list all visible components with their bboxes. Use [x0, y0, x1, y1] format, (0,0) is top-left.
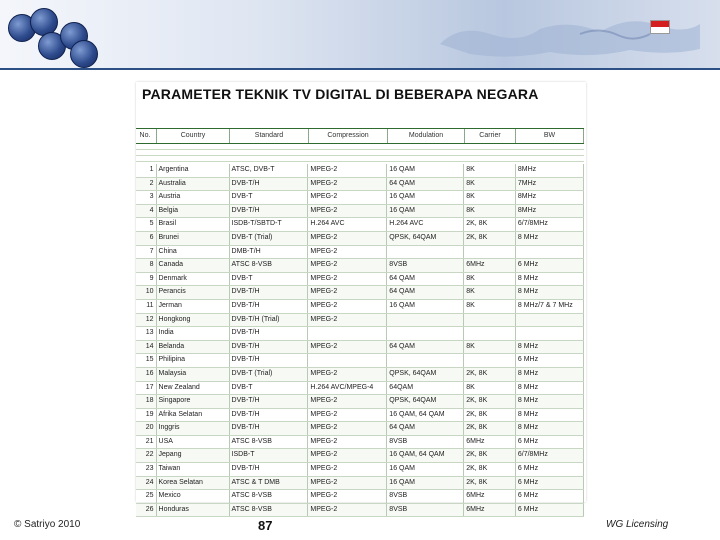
cell-modulation [387, 327, 464, 340]
cell-no: 25 [136, 490, 157, 503]
table-body [136, 164, 584, 517]
cell-standard: ISDB-T [230, 449, 309, 462]
cell-bw: 8 MHz [516, 341, 584, 354]
cell-standard: DVB-T [230, 191, 309, 204]
table-row [136, 178, 584, 192]
table-row [136, 259, 584, 273]
header-modulation: Modulation [388, 129, 465, 143]
table-header [136, 128, 584, 144]
cell-carrier: 2K, 8K [464, 232, 516, 245]
cell-bw: 6 MHz [516, 259, 584, 272]
cell-no: 16 [136, 368, 157, 381]
table-row [136, 368, 584, 382]
cell-compression: MPEG-2 [308, 449, 387, 462]
cell-compression: H.264 AVC [308, 218, 387, 231]
cell-modulation: 16 QAM [387, 164, 464, 177]
table-row [136, 504, 584, 518]
cell-standard: DMB-T/H [230, 246, 309, 259]
footer-org: WG Licensing [606, 519, 669, 530]
header-carrier: Carrier [465, 129, 516, 143]
table-row [136, 436, 584, 450]
cell-country: Jerman [157, 300, 230, 313]
cell-country: Denmark [157, 273, 230, 286]
table-row [136, 164, 584, 178]
cell-no: 18 [136, 395, 157, 408]
table-row [136, 449, 584, 463]
cell-bw: 6 MHz [516, 354, 584, 367]
cell-standard: ISDB-T/SBTD-T [230, 218, 309, 231]
cell-country: Austria [157, 191, 230, 204]
cell-carrier [464, 314, 516, 327]
table-row [136, 205, 584, 219]
table-row [136, 395, 584, 409]
cell-standard: ATSC 8-VSB [230, 490, 309, 503]
cell-modulation: 16 QAM [387, 463, 464, 476]
cell-country: Argentina [157, 164, 230, 177]
cell-country: Brasil [157, 218, 230, 231]
cell-modulation: 8VSB [387, 436, 464, 449]
cell-no: 4 [136, 205, 157, 218]
cell-no: 8 [136, 259, 157, 272]
cell-modulation: 64 QAM [387, 273, 464, 286]
cell-modulation: QPSK, 64QAM [387, 395, 464, 408]
cell-country: Malaysia [157, 368, 230, 381]
cell-compression: MPEG-2 [308, 259, 387, 272]
cell-carrier: 8K [464, 205, 516, 218]
cell-country: Afrika Selatan [157, 409, 230, 422]
cell-compression: MPEG-2 [308, 395, 387, 408]
cell-no: 24 [136, 477, 157, 490]
cell-no: 5 [136, 218, 157, 231]
cell-modulation: 16 QAM [387, 205, 464, 218]
cell-standard: ATSC, DVB-T [230, 164, 309, 177]
cell-bw: 8 MHz/7 & 7 MHz [516, 300, 584, 313]
cell-no: 2 [136, 178, 157, 191]
cell-compression: MPEG-2 [308, 164, 387, 177]
cell-standard: DVB-T/H [230, 409, 309, 422]
cell-carrier: 8K [464, 382, 516, 395]
table-row [136, 382, 584, 396]
cell-modulation: 64QAM [387, 382, 464, 395]
cell-country: Hongkong [157, 314, 230, 327]
cell-carrier: 2K, 8K [464, 368, 516, 381]
cell-carrier: 8K [464, 191, 516, 204]
indonesia-flag-icon [650, 20, 670, 34]
cell-no: 15 [136, 354, 157, 367]
cell-country: Mexico [157, 490, 230, 503]
cell-carrier: 2K, 8K [464, 449, 516, 462]
cell-bw: 8 MHz [516, 422, 584, 435]
cell-country: China [157, 246, 230, 259]
cell-no: 12 [136, 314, 157, 327]
cell-country: Brunei [157, 232, 230, 245]
cell-carrier: 8K [464, 178, 516, 191]
cell-no: 26 [136, 504, 157, 517]
cell-carrier: 8K [464, 300, 516, 313]
slide-title: PARAMETER TEKNIK TV DIGITAL DI BEBERAPA NEGARA [142, 86, 539, 102]
cell-carrier [464, 327, 516, 340]
cell-standard: ATSC & T DMB [230, 477, 309, 490]
cell-bw: 6/7/8MHz [516, 218, 584, 231]
cell-compression [308, 354, 387, 367]
cell-modulation: 16 QAM, 64 QAM [387, 409, 464, 422]
cell-bw [516, 314, 584, 327]
cell-carrier: 6MHz [464, 504, 516, 517]
header-bw: BW [516, 129, 584, 143]
cell-modulation: 16 QAM [387, 477, 464, 490]
cell-modulation: 64 QAM [387, 178, 464, 191]
cell-country: Honduras [157, 504, 230, 517]
cell-carrier: 8K [464, 164, 516, 177]
cell-compression: MPEG-2 [308, 341, 387, 354]
cell-carrier: 2K, 8K [464, 463, 516, 476]
cell-compression: MPEG-2 [308, 314, 387, 327]
cell-standard: DVB-T/H [230, 341, 309, 354]
cell-bw: 8 MHz [516, 273, 584, 286]
cell-compression: MPEG-2 [308, 246, 387, 259]
cell-country: Taiwan [157, 463, 230, 476]
cell-compression: MPEG-2 [308, 490, 387, 503]
cell-compression: MPEG-2 [308, 205, 387, 218]
cell-compression: MPEG-2 [308, 477, 387, 490]
cell-compression: MPEG-2 [308, 409, 387, 422]
cell-modulation: 16 QAM [387, 300, 464, 313]
cell-compression [308, 327, 387, 340]
cell-carrier: 2K, 8K [464, 395, 516, 408]
cell-bw: 8 MHz [516, 232, 584, 245]
cell-country: USA [157, 436, 230, 449]
cell-bw: 6 MHz [516, 477, 584, 490]
cell-carrier: 2K, 8K [464, 218, 516, 231]
cell-standard: DVB-T/H [230, 205, 309, 218]
cell-carrier: 8K [464, 286, 516, 299]
cell-bw [516, 327, 584, 340]
cell-bw: 8MHz [516, 191, 584, 204]
cell-modulation: 64 QAM [387, 286, 464, 299]
cell-standard: DVB-T [230, 273, 309, 286]
cell-standard: DVB-T/H (Trial) [230, 314, 309, 327]
cell-bw: 8 MHz [516, 395, 584, 408]
table-row [136, 341, 584, 355]
header-banner [0, 0, 720, 68]
cell-compression: H.264 AVC/MPEG-4 [308, 382, 387, 395]
cell-carrier [464, 354, 516, 367]
cell-no: 1 [136, 164, 157, 177]
cell-bw: 6 MHz [516, 490, 584, 503]
cell-modulation: 8VSB [387, 490, 464, 503]
header-compression: Compression [309, 129, 388, 143]
cell-standard: DVB-T/H [230, 178, 309, 191]
cell-no: 7 [136, 246, 157, 259]
cell-modulation: 16 QAM [387, 191, 464, 204]
cell-compression: MPEG-2 [308, 178, 387, 191]
cell-modulation: QPSK, 64QAM [387, 368, 464, 381]
table-spacer-lines [136, 144, 584, 162]
logo-circle-icon [70, 40, 98, 68]
cell-standard: DVB-T (Trial) [230, 232, 309, 245]
table-row [136, 463, 584, 477]
cell-standard: ATSC 8-VSB [230, 504, 309, 517]
cell-carrier: 2K, 8K [464, 477, 516, 490]
cell-modulation [387, 354, 464, 367]
cell-modulation: 64 QAM [387, 341, 464, 354]
cell-standard: DVB-T/H [230, 286, 309, 299]
table-row [136, 246, 584, 260]
cell-country: Perancis [157, 286, 230, 299]
table-row [136, 354, 584, 368]
cell-standard: DVB-T (Trial) [230, 368, 309, 381]
cell-carrier: 6MHz [464, 436, 516, 449]
cell-carrier: 2K, 8K [464, 409, 516, 422]
cell-country: Jepang [157, 449, 230, 462]
cell-bw: 8 MHz [516, 286, 584, 299]
cell-standard: DVB-T/H [230, 327, 309, 340]
cell-carrier: 6MHz [464, 259, 516, 272]
cell-standard: DVB-T/H [230, 463, 309, 476]
table-row [136, 314, 584, 328]
table-row [136, 477, 584, 491]
cell-carrier: 6MHz [464, 490, 516, 503]
banner-divider [0, 68, 720, 70]
table-row [136, 232, 584, 246]
cell-bw: 8 MHz [516, 368, 584, 381]
cell-compression: MPEG-2 [308, 232, 387, 245]
cell-no: 20 [136, 422, 157, 435]
cell-modulation: 64 QAM [387, 422, 464, 435]
table-row [136, 191, 584, 205]
cell-no: 21 [136, 436, 157, 449]
cell-compression: MPEG-2 [308, 504, 387, 517]
cell-standard: DVB-T [230, 382, 309, 395]
cell-bw: 6 MHz [516, 436, 584, 449]
table-row [136, 286, 584, 300]
cell-no: 14 [136, 341, 157, 354]
cell-no: 3 [136, 191, 157, 204]
cell-carrier: 2K, 8K [464, 422, 516, 435]
cell-compression: MPEG-2 [308, 436, 387, 449]
table-row [136, 273, 584, 287]
cell-standard: DVB-T/H [230, 395, 309, 408]
cell-country: Singapore [157, 395, 230, 408]
cell-modulation: QPSK, 64QAM [387, 232, 464, 245]
cell-compression: MPEG-2 [308, 463, 387, 476]
header-standard: Standard [230, 129, 309, 143]
table-row [136, 300, 584, 314]
cell-no: 22 [136, 449, 157, 462]
table-row [136, 422, 584, 436]
cell-no: 23 [136, 463, 157, 476]
cell-country: Philipina [157, 354, 230, 367]
cell-standard: ATSC 8-VSB [230, 259, 309, 272]
cell-no: 9 [136, 273, 157, 286]
header-country: Country [157, 129, 230, 143]
cell-modulation: H.264 AVC [387, 218, 464, 231]
cell-bw: 6 MHz [516, 504, 584, 517]
cell-country: Canada [157, 259, 230, 272]
cell-country: New Zealand [157, 382, 230, 395]
cell-compression: MPEG-2 [308, 191, 387, 204]
cell-country: Inggris [157, 422, 230, 435]
header-no: No. [136, 129, 157, 143]
cell-standard: DVB-T/H [230, 300, 309, 313]
cell-country: Australia [157, 178, 230, 191]
cell-no: 13 [136, 327, 157, 340]
cell-modulation [387, 314, 464, 327]
slide-document [136, 82, 586, 513]
cell-no: 11 [136, 300, 157, 313]
cell-no: 6 [136, 232, 157, 245]
cell-country: India [157, 327, 230, 340]
cell-modulation: 8VSB [387, 504, 464, 517]
table-row [136, 218, 584, 232]
cell-compression: MPEG-2 [308, 273, 387, 286]
cell-bw: 6/7/8MHz [516, 449, 584, 462]
cell-standard: ATSC 8-VSB [230, 436, 309, 449]
page-number: 87 [258, 518, 273, 533]
cell-country: Belanda [157, 341, 230, 354]
cell-modulation: 8VSB [387, 259, 464, 272]
footer-copyright: © Satriyo 2010 [14, 519, 81, 530]
table-row [136, 409, 584, 423]
cell-no: 17 [136, 382, 157, 395]
cell-bw [516, 246, 584, 259]
cell-compression: MPEG-2 [308, 300, 387, 313]
cell-no: 10 [136, 286, 157, 299]
cell-standard: DVB-T/H [230, 422, 309, 435]
cell-carrier: 8K [464, 341, 516, 354]
cell-bw: 6 MHz [516, 463, 584, 476]
cell-country: Korea Selatan [157, 477, 230, 490]
world-map-icon [430, 4, 710, 64]
cell-compression: MPEG-2 [308, 286, 387, 299]
table-row [136, 327, 584, 341]
cell-standard: DVB-T/H [230, 354, 309, 367]
cell-bw: 8 MHz [516, 382, 584, 395]
cell-carrier [464, 246, 516, 259]
cell-bw: 8 MHz [516, 409, 584, 422]
cell-carrier: 8K [464, 273, 516, 286]
cell-no: 19 [136, 409, 157, 422]
cell-bw: 7MHz [516, 178, 584, 191]
logo-circles [8, 8, 98, 68]
cell-compression: MPEG-2 [308, 422, 387, 435]
cell-bw: 8MHz [516, 205, 584, 218]
cell-modulation: 16 QAM, 64 QAM [387, 449, 464, 462]
cell-compression: MPEG-2 [308, 368, 387, 381]
cell-country: Belgia [157, 205, 230, 218]
cell-bw: 8MHz [516, 164, 584, 177]
cell-modulation [387, 246, 464, 259]
table-row [136, 490, 584, 504]
